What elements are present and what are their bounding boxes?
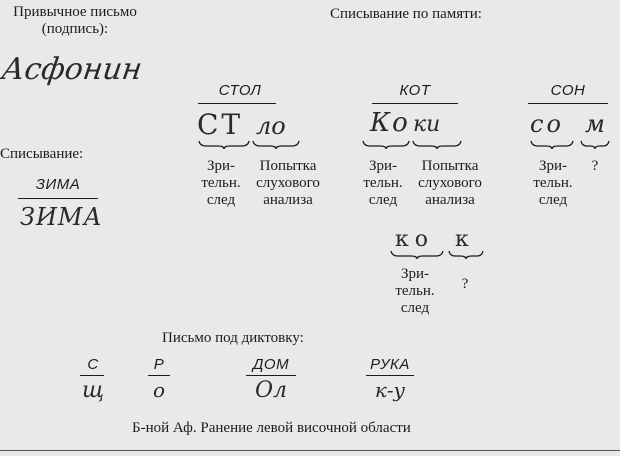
memory-written-kot2-visual: ко [395,227,434,252]
copying-heading: Списывание: [0,146,84,162]
dictation-divider-ruka [366,375,414,376]
dictation-heading: Письмо под диктовку: [162,330,304,346]
label-son-visual-trace: Зри- тельн. след [533,158,573,208]
memory-model-word-son: СОН [550,82,586,99]
brace-stol-visual [198,140,250,150]
signature: Асфонин [0,52,145,87]
memory-model-word-kot: КОТ [399,82,431,99]
memory-written-son-auditory: м [585,110,605,138]
dictation-written-s: щ [81,378,105,403]
brace-kot-auditory [412,140,462,150]
habitual-writing-heading-line2: (подпись): [41,21,109,37]
copying-divider [18,198,98,199]
dictation-written-dom: Ол [254,378,288,403]
memory-divider-son [528,103,608,104]
dictation-model-r: Р [153,356,165,373]
figure-caption: Б-ной Аф. Ранение левой височной области [132,420,411,436]
bottom-rule [0,450,620,451]
memory-written-stol-auditory: ло [256,112,286,140]
label-kot2-visual-trace: Зри- тельн. след [395,266,435,316]
brace-kot2-auditory [448,250,484,260]
label-son-question: ? [591,158,599,174]
dictation-divider-dom [246,375,296,376]
dictation-divider-s [80,375,104,376]
dictation-model-s: С [87,356,99,373]
brace-son-visual [530,140,574,150]
dictation-written-ruka: к-у [374,378,406,402]
memory-divider-stol [198,103,276,104]
habitual-writing-heading [0,4,150,38]
memory-written-kot-visual: Ко [370,108,410,138]
brace-son-auditory [580,140,610,150]
dictation-written-r: о [152,378,166,402]
memory-written-stol-visual: СТ [197,108,244,141]
label-kot-visual-trace: Зри- тельн. след [363,158,403,208]
brace-stol-auditory [252,140,300,150]
label-kot-auditory-attempt: Попытка слухового анализа [418,158,482,208]
memory-divider-kot [372,103,458,104]
dictation-model-ruka: РУКА [370,356,410,373]
memory-copying-heading: Списывание по памяти: [330,6,482,22]
label-kot2-question: ? [461,276,469,292]
brace-kot2-visual [390,250,444,260]
memory-model-word-stol: СТОЛ [218,82,262,99]
memory-written-son-visual: со [530,110,564,138]
memory-written-kot-auditory: ки [413,112,441,137]
label-stol-visual-trace: Зри- тельн. след [201,158,241,208]
memory-written-kot2-auditory: к [455,227,469,252]
habitual-writing-heading-line1: Привычное письмо [13,4,137,20]
copying-written-word: ЗИМА [20,203,103,231]
copying-model-word: ЗИМА [35,176,81,193]
brace-kot-visual [362,140,410,150]
label-stol-auditory-attempt: Попытка слухового анализа [256,158,320,208]
dictation-model-dom: ДОМ [252,356,290,373]
dictation-divider-r [148,375,170,376]
